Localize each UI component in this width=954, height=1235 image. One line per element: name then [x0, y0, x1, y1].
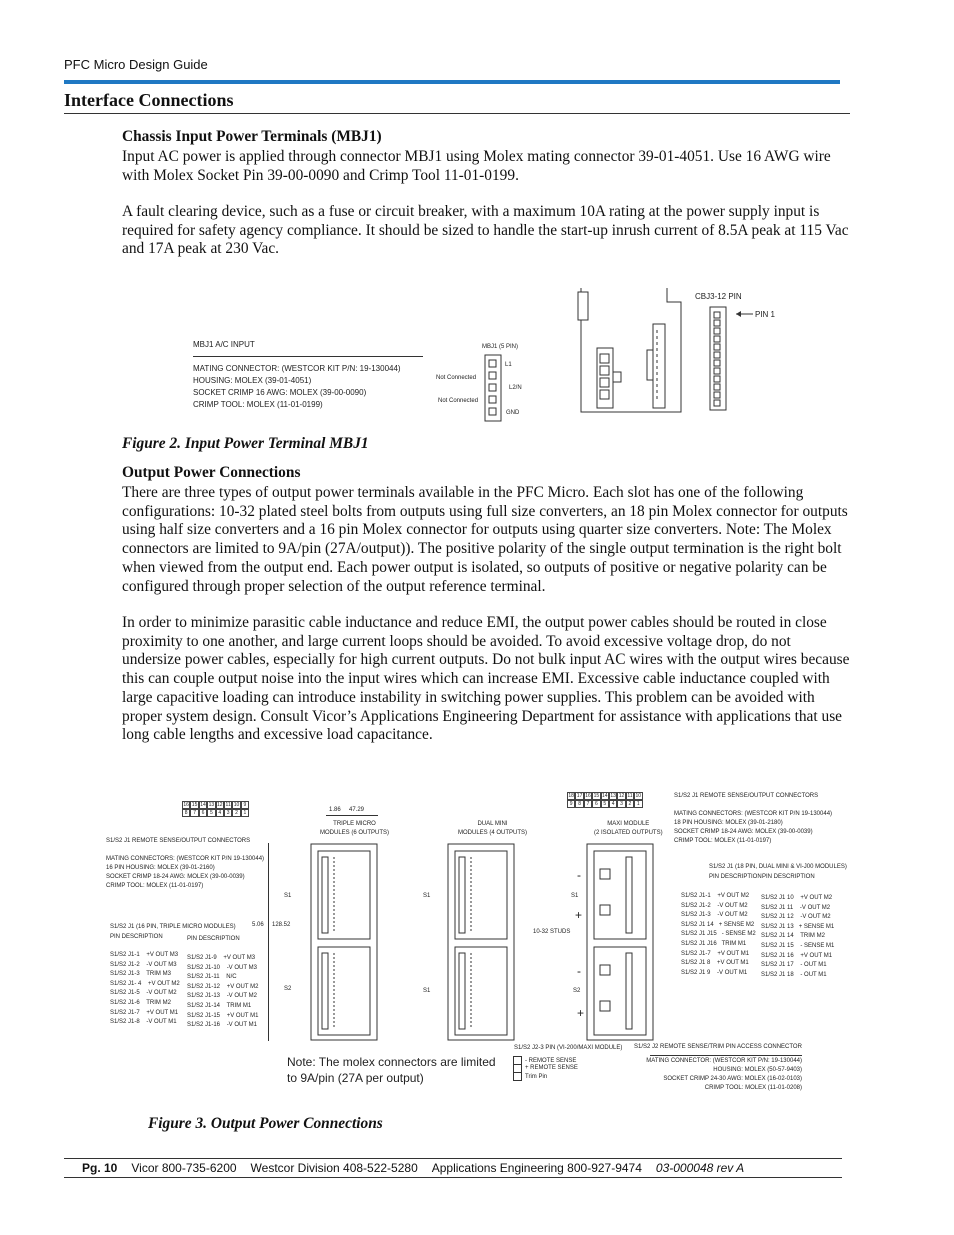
output-heading: Output Power Connections — [122, 464, 301, 481]
triple-micro-module-icon — [310, 843, 380, 1043]
right-mating-line: CRIMP TOOL: MOLEX (11-01-0197) — [674, 838, 772, 844]
pin-number-cell: 15 — [593, 793, 600, 799]
dim-4729: 47.29 — [349, 807, 365, 813]
left-connectors-title: S1/S2 J1 REMOTE SENSE/OUTPUT CONNECTORS — [106, 838, 251, 844]
crimp-text: CRIMP TOOL: MOLEX (11-01-0199) — [193, 400, 323, 409]
pin-row: S1/S2 J1 J16 TRIM M1 — [681, 940, 747, 947]
pin-row: S1/S2 J1-9 +V OUT M3 — [187, 955, 256, 961]
right-col-head-1: PIN DESCRIPTION — [709, 874, 762, 880]
j23-title: S1/S2 J2-3 PIN (VI-200/MAXI MODULE) — [514, 1045, 623, 1051]
pin-number-cell: 6 — [199, 809, 207, 817]
left-table-title: S1/S2 J1 (16 PIN, TRIPLE MICRO MODULES) — [110, 924, 236, 930]
vicor-phone: Vicor 800-735-6200 — [131, 1161, 237, 1175]
j2-title: S1/S2 J2 REMOTE SENSE/TRIM PIN ACCESS CONNECTOR — [634, 1044, 802, 1050]
pin-row: S1/S2 J1-1 +V OUT M2 — [681, 893, 750, 899]
pin-number-cell: 16 — [585, 793, 591, 799]
pin-row: S1/S2 J1 13 + SENSE M1 — [761, 923, 835, 930]
chassis-outline-icon — [575, 288, 687, 416]
pin-row: S1/S2 J1 11 -V OUT M2 — [761, 904, 831, 911]
socket-text: SOCKET CRIMP 16 AWG: MOLEX (39-00-0090) — [193, 388, 367, 397]
molex-note: Note: The molex connectors are limited to 9A/pin (27A per output) — [287, 1055, 496, 1085]
dimension-line — [268, 843, 269, 1041]
guide-title: PFC Micro Design Guide — [64, 57, 208, 72]
divider — [650, 1055, 802, 1056]
pin-row: S1/S2 J1 14 + SENSE M2 — [681, 921, 755, 928]
right-mating-line: SOCKET CRIMP 18-24 AWG: MOLEX (39-00-0039) — [674, 829, 813, 835]
j2-mating-line: MATING CONNECTOR: (WESTCOR KIT P/N: 19-130044) — [646, 1058, 802, 1064]
pin-row: S1/S2 J1-11 N/C — [187, 974, 237, 981]
pin-row: S1/S2 J1 17 - OUT M1 — [761, 962, 827, 969]
triple-label-line: TRIPLE MICRO — [333, 821, 376, 827]
output-para-1: There are three types of output power terminals available in the PFC Micro. Each slot has one of the following configurations: 10-32 plated steel bolts from outputs using full size converters, an 18 pin Molex connector for outputs using half size converters and a 16 pin Molex connector for outputs using quarter size converters. Note: The Molex connectors are limited to 9A/pin (27A/output)). The positive polarity of the single output termination is the right bolt when viewed from the output end. Each power output is isolated, so outputs of positive or negative polarity can be configured through proper selection of the output reference terminal. — [122, 484, 848, 595]
pin-row: S1/S2 J1- 4 +V OUT M2 — [110, 980, 180, 987]
left-pin-table-col1 — [110, 951, 180, 1028]
right-mating-line: MATING CONNECTORS: (WESTCOR KIT P/N 19-130044) — [674, 811, 833, 817]
pin-row: S1/S2 J1-2 -V OUT M3 — [110, 961, 177, 968]
chassis-para-2: A fault clearing device, such as a fuse or circuit breaker, with a maximum 10A rating at the power supply input is required for safety agency compliance. It should be sized to handle the start-up inrush current of 8.5A peak at 115 Vac and 17A peak at 230 Vac. — [122, 203, 849, 258]
pin-number-cell: 9 — [567, 800, 575, 808]
left-mating-line: CRIMP TOOL: MOLEX (11-01-0197) — [106, 883, 204, 889]
pin-number-cell: 3 — [617, 800, 625, 808]
page-footer — [64, 1158, 842, 1178]
right-pin-table-col1 — [681, 892, 756, 978]
pin-row: S1/S2 J1-2 -V OUT M2 — [681, 902, 748, 909]
left-mating-list — [106, 855, 264, 891]
right-mating-line: 18 PIN HOUSING: MOLEX (39-01-2180) — [674, 820, 783, 826]
pin-row: S1/S2 J1 14 TRIM M2 — [761, 933, 825, 940]
dual-label-line: MODULES (4 OUTPUTS) — [458, 830, 528, 836]
pin-number-cell: 4 — [609, 800, 617, 808]
mating-connector-text: MATING CONNECTOR: (WESTCOR KIT P/N: 19-130044) — [193, 364, 401, 373]
dim-186: 1.86 — [329, 807, 341, 813]
pin-number-cell: 13 — [610, 793, 616, 799]
pin-row: S1/S2 J1-13 -V OUT M2 — [187, 993, 257, 1000]
pin-number-cell: 14 — [601, 793, 608, 799]
pin-number-cell: 6 — [592, 800, 600, 808]
pin-row: S1/S2 J1 9 -V OUT M1 — [681, 969, 748, 976]
pin-row: S1/S2 J1-8 -V OUT M1 — [110, 1019, 177, 1026]
arrow-left-icon — [734, 309, 754, 319]
pin-number-cell: 18 — [568, 793, 574, 799]
maxi-label-line: MAXI MODULE — [607, 821, 650, 827]
pin-row: S1/S2 J1-1 +V OUT M3 — [110, 952, 179, 958]
pin-number-cell: 1 — [634, 800, 642, 808]
pin-number-cell: 7 — [584, 800, 592, 808]
section-title: Interface Connections — [64, 90, 234, 110]
dual-mini-module-icon — [447, 843, 517, 1043]
chassis-heading: Chassis Input Power Terminals (MBJ1) — [122, 128, 382, 145]
mbj1-connector-icon — [484, 354, 504, 422]
studs-label: 10-32 STUDS — [533, 929, 571, 935]
pin-l1: L1 — [505, 362, 512, 368]
right-connectors-title: S1/S2 J1 REMOTE SENSE/OUTPUT CONNECTORS — [674, 793, 819, 799]
left-mating-line: MATING CONNECTORS: (WESTCOR KIT P/N 19-130044) — [106, 856, 265, 862]
pin-row: S1/S2 J1 8 +V OUT M1 — [681, 960, 749, 967]
figure2-caption: Figure 2. Input Power Terminal MBJ1 — [122, 435, 369, 452]
j2-mating-line: HOUSING: MOLEX (50-57-9403) — [713, 1067, 802, 1073]
divider — [193, 356, 423, 357]
maxi-module-icon — [586, 843, 656, 1043]
pin-row: S1/S2 J1 15 - SENSE M1 — [761, 942, 835, 949]
dim-12852: 128.52 — [272, 922, 291, 928]
pin-row: S1/S2 J1 J15 - SENSE M2 — [681, 931, 756, 938]
pin-number-cell: 9 — [241, 801, 249, 809]
slot-s1-label: S1 — [284, 893, 292, 899]
pin-row: S1/S2 J1 16 +V OUT M1 — [761, 952, 833, 959]
triple-module-label — [320, 820, 389, 838]
figure3-caption: Figure 3. Output Power Connections — [148, 1115, 383, 1132]
j23-connector-icon — [513, 1056, 523, 1082]
pin-number-cell: 12 — [618, 793, 625, 799]
pin-number-cell: 8 — [182, 809, 190, 817]
pin-number-cell: 3 — [224, 809, 232, 817]
chassis-para-1: Input AC power is applied through connector MBJ1 using Molex mating connector 39-01-4051. Use 16 AWG wire with Molex Socket Pin 39-00-0090 and Crimp Tool 11-01-0199. — [122, 148, 831, 184]
pin-row: S1/S2 J1-3 TRIM M3 — [110, 971, 171, 978]
pin-gnd: GND — [506, 410, 520, 416]
pin-number-cell: 15 — [191, 802, 198, 808]
pin-row: S1/S2 J1-14 TRIM M1 — [187, 1002, 252, 1009]
pin-row: S1/S2 J1 18 - OUT M1 — [761, 971, 827, 978]
pin-row: S1/S2 J1-7 +V OUT M1 — [110, 1009, 179, 1016]
housing-text: HOUSING: MOLEX (39-01-4051) — [193, 376, 312, 385]
pin-number-cell: 16 — [183, 802, 189, 808]
dual-module-label — [458, 820, 527, 838]
maxi-label-line: (2 ISOLATED OUTPUTS) — [594, 830, 663, 836]
left-pin-grid — [182, 801, 249, 817]
pin-number-cell: 11 — [627, 793, 633, 799]
pin-row: S1/S2 J1-12 +V OUT M2 — [187, 983, 259, 990]
not-connected-2: Not Connected — [438, 398, 479, 404]
pin-row: S1/S2 J1-15 +V OUT M1 — [187, 1012, 259, 1019]
polarity-minus: - — [577, 964, 581, 978]
pin-number-cell: 5 — [207, 809, 215, 817]
pin-row: S1/S2 J1 10 +V OUT M2 — [761, 895, 833, 901]
slot-s2-label: S2 — [284, 986, 292, 992]
right-pin-grid — [567, 792, 643, 808]
pin-number-cell: 2 — [626, 800, 634, 808]
left-mating-line: SOCKET CRIMP 18-24 AWG: MOLEX (39-00-0039) — [106, 874, 245, 880]
westcor-phone: Westcor Division 408-522-5280 — [250, 1161, 418, 1175]
pin-row: S1/S2 J1 12 -V OUT M2 — [761, 914, 831, 921]
right-table-title: S1/S2 J1 (18 PIN, DUAL MINI & VI-J00 MODULES) — [709, 864, 847, 870]
polarity-plus: + — [575, 908, 583, 922]
dim-506: 5.06 — [252, 922, 264, 928]
pin-row: S1/S2 J1-6 TRIM M2 — [110, 999, 171, 1006]
pin-number-cell: 2 — [232, 809, 240, 817]
right-col-head-2: PIN DESCRIPTION — [762, 874, 815, 880]
right-mating-list — [674, 810, 832, 846]
pin-number-cell: 12 — [216, 802, 223, 808]
j23-item: Trim Pin — [525, 1074, 548, 1080]
cbj3-label: CBJ3-12 PIN — [695, 292, 742, 301]
pin-number-cell: 8 — [575, 800, 583, 808]
pin-row: S1/S2 J1-7 +V OUT M1 — [681, 950, 750, 957]
pin-row: S1/S2 J1-5 -V OUT M2 — [110, 990, 177, 997]
pin-row: S1/S2 J1-3 -V OUT M2 — [681, 912, 748, 919]
j23-item: + REMOTE SENSE — [525, 1065, 578, 1071]
cbj3-connector-icon — [709, 306, 729, 414]
left-mating-line: 16 PIN HOUSING: MOLEX (39-01-2160) — [106, 865, 215, 871]
left-pin-table-col2 — [187, 954, 258, 1031]
pin-row: S1/S2 J1-10 -V OUT M3 — [187, 964, 257, 971]
j23-item: - REMOTE SENSE — [525, 1058, 577, 1064]
pin-number-cell: 10 — [233, 802, 240, 808]
pin-number-cell: 14 — [200, 802, 206, 808]
not-connected-1: Not Connected — [436, 375, 477, 381]
pin-number-cell: 7 — [190, 809, 198, 817]
pin-number-cell: 5 — [601, 800, 609, 808]
section-rule — [64, 113, 850, 114]
pin-number-cell: 4 — [216, 809, 224, 817]
pin-number-cell: 13 — [208, 802, 215, 808]
slot-s1-label: S1 — [423, 893, 431, 899]
slot-s2-label: S2 — [573, 988, 581, 994]
left-col-head-2: PIN DESCRIPTION — [187, 936, 240, 942]
j2-mating-list — [640, 1057, 802, 1093]
pin-number-cell: 10 — [635, 793, 642, 799]
doc-number: 03-000048 rev A — [655, 1161, 745, 1175]
maxi-module-label — [594, 820, 663, 838]
polarity-minus: - — [577, 868, 581, 882]
j2-mating-line: SOCKET CRIMP 24-30 AWG: MOLEX (16-02-0103) — [663, 1076, 802, 1082]
slot-s1-label: S1 — [423, 988, 431, 994]
pin-row: S1/S2 J1-16 -V OUT M1 — [187, 1022, 257, 1029]
mbj1-input-title: MBJ1 A/C INPUT — [193, 340, 255, 349]
pin-number-cell: 1 — [241, 809, 249, 817]
right-pin-table-col2 — [761, 894, 834, 980]
pin-number-cell: 11 — [225, 802, 231, 808]
j2-mating-line: CRIMP TOOL: MOLEX (11-01-0208) — [704, 1085, 802, 1091]
mbj1-connector-label: MBJ1 (5 PIN) — [482, 344, 519, 350]
polarity-plus: + — [577, 1006, 585, 1020]
pin-number-cell: 17 — [576, 793, 583, 799]
left-col-head-1: PIN DESCRIPTION — [110, 934, 163, 940]
output-para-2: In order to minimize parasitic cable inductance and reduce EMI, the output power cables should be routed in close proximity to one another, and large current loops should be avoided. To avoid excessive voltage drop, do not undersize power cables, especially for high current outputs. Do not bulk input AC wires with the output wires because this can couple output noise into the input wires which can increase EMI. Excessive cable inductance coupled with large capacitive loading can introduce instability in switching power supplies. This problem can be avoided with proper system design. Consult Vicor’s Applications Engineering Department for assistance with applications that use long cable lengths and excessive load capacitance. — [122, 614, 850, 744]
page-number: Pg. 10 — [82, 1161, 118, 1175]
pin1-label: PIN 1 — [755, 310, 776, 319]
dual-label-line: DUAL MINI — [477, 821, 508, 827]
triple-label-line: MODULES (6 OUTPUTS) — [320, 830, 390, 836]
apps-phone: Applications Engineering 800-927-9474 — [431, 1161, 642, 1175]
dimension-line — [326, 815, 378, 816]
slot-s1-label: S1 — [571, 893, 579, 899]
header-rule — [64, 80, 840, 84]
pin-l2n: L2/N — [509, 385, 522, 391]
